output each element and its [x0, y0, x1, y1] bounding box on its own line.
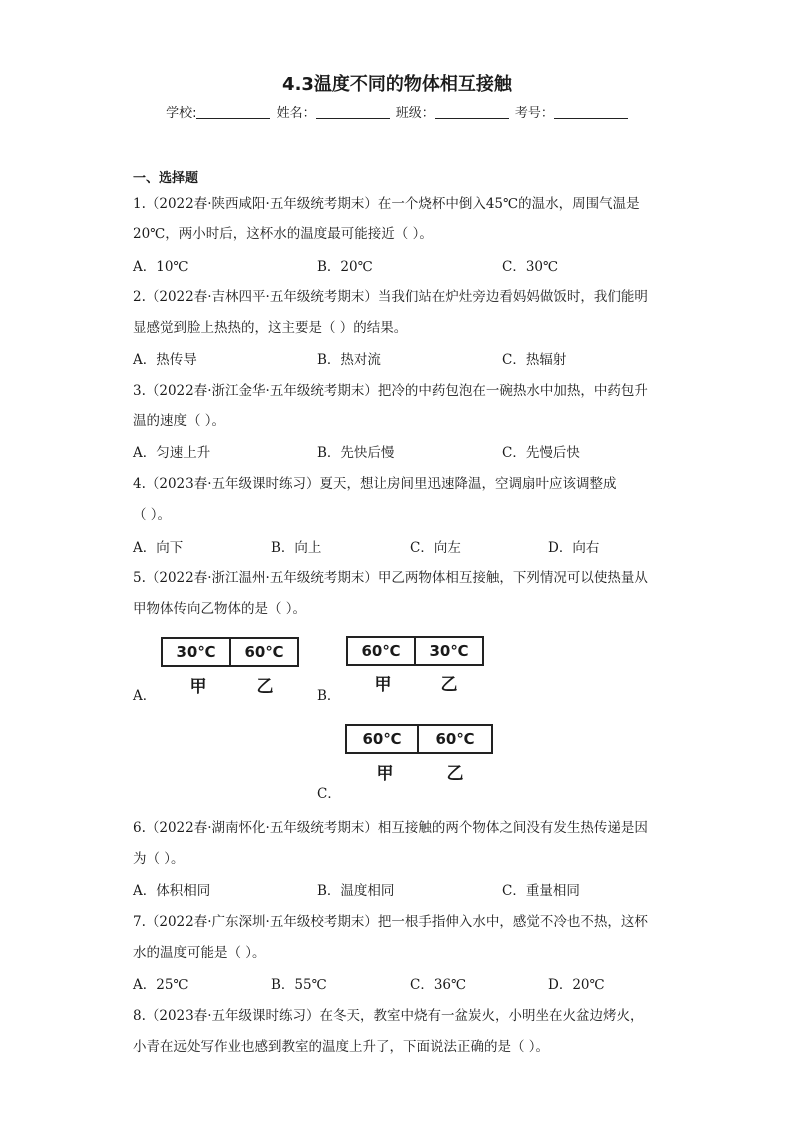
question-5-line-2: 甲物体传向乙物体的是（ ）。 [133, 601, 307, 617]
question-4-option-d[interactable]: D．向右 [548, 540, 600, 556]
question-6-line-2: 为（ ）。 [133, 851, 185, 867]
question-6-option-b[interactable]: B．温度相同 [317, 883, 395, 899]
diagram-b-right-temp: 30℃ [414, 638, 482, 664]
diagram-b-left-label: 甲 [374, 675, 392, 695]
question-6-option-c[interactable]: C．重量相同 [502, 883, 580, 899]
name-label: 姓名： [276, 106, 316, 121]
name-blank[interactable] [316, 106, 390, 119]
question-3-line-1: 3.（2022春·浙江金华·五年级统考期末）把冷的中药包泡在一碗热水中加热，中药包升 [133, 383, 648, 399]
question-7-option-c[interactable]: C．36℃ [410, 977, 467, 993]
question-7-line-2: 水的温度可能是（ ）。 [133, 945, 266, 961]
class-blank[interactable] [435, 106, 509, 119]
diagram-c-right-temp: 60℃ [417, 726, 491, 752]
diagram-a-right-label: 乙 [256, 677, 274, 697]
question-7-option-a[interactable]: A．25℃ [133, 977, 189, 993]
question-2-option-b[interactable]: B．热对流 [317, 352, 381, 368]
diagram-c-right-label: 乙 [446, 764, 464, 784]
class-label: 班级： [395, 106, 435, 121]
diagram-b-left-temp: 60℃ [361, 642, 401, 660]
question-4-option-a[interactable]: A．向下 [133, 540, 184, 556]
question-4-option-b[interactable]: B．向上 [271, 540, 322, 556]
page-title: 4.3温度不同的物体相互接触 [282, 74, 512, 95]
question-1-line-2: 20℃，两小时后，这杯水的温度最可能接近（ ）。 [133, 226, 433, 242]
question-5-option-a[interactable]: A． [133, 688, 157, 704]
question-5-option-b[interactable]: B． [317, 688, 341, 704]
question-1-option-b[interactable]: B．20℃ [317, 259, 373, 275]
question-6-line-1: 6.（2022春·湖南怀化·五年级统考期末）相互接触的两个物体之间没有发生热传递是因 [133, 820, 648, 836]
school-label: 学校: [166, 106, 197, 121]
question-2-line-2: 显感觉到脸上热热的，这主要是（ ）的结果。 [133, 320, 408, 336]
question-4-line-1: 4.（2023春·五年级课时练习）夏天，想让房间里迅速降温，空调扇叶应该调整成 [133, 476, 617, 492]
question-7-option-d[interactable]: D．20℃ [548, 977, 605, 993]
question-6-option-a[interactable]: A．体积相同 [133, 883, 211, 899]
question-4-line-2: （ ）。 [133, 507, 172, 523]
question-5-line-1: 5.（2022春·浙江温州·五年级统考期末）甲乙两物体相互接触，下列情况可以使热量从 [133, 570, 648, 586]
question-3-option-c[interactable]: C．先慢后快 [502, 445, 580, 461]
diagram-a-left-temp: 30℃ [176, 643, 216, 661]
question-3-option-a[interactable]: A．匀速上升 [133, 445, 211, 461]
question-5-option-c[interactable]: C． [317, 786, 341, 802]
question-7-line-1: 7.（2022春·广东深圳·五年级校考期末）把一根手指伸入水中，感觉不冷也不热，这杯 [133, 914, 648, 930]
diagram-b-right-label: 乙 [440, 675, 458, 695]
question-2-option-a[interactable]: A．热传导 [133, 352, 197, 368]
question-8-line-1: 8.（2023春·五年级课时练习）在冬天，教室中烧有一盆炭火，小明坐在火盆边烤火， [133, 1008, 644, 1024]
diagram-c-boxes [345, 724, 493, 754]
school-blank[interactable] [196, 106, 270, 119]
question-2-option-c[interactable]: C．热辐射 [502, 352, 567, 368]
question-2-line-1: 2.（2022春·吉林四平·五年级统考期末）当我们站在炉灶旁边看妈妈做饭时，我们能明 [133, 289, 648, 305]
question-7-option-b[interactable]: B．55℃ [271, 977, 327, 993]
exam-number-label: 考号： [514, 106, 554, 121]
question-3-option-b[interactable]: B．先快后慢 [317, 445, 395, 461]
question-8-line-2: 小青在远处写作业也感到教室的温度上升了，下面说法正确的是（ ）。 [133, 1039, 550, 1055]
diagram-b-boxes [346, 636, 484, 666]
diagram-a-left-label: 甲 [189, 677, 207, 697]
diagram-a-right-temp: 60℃ [229, 639, 297, 665]
question-4-option-c[interactable]: C．向左 [410, 540, 461, 556]
exam-number-blank[interactable] [554, 106, 628, 119]
question-1-option-c[interactable]: C．30℃ [502, 259, 559, 275]
question-3-line-2: 温的速度（ ）。 [133, 413, 226, 429]
student-info-row [0, 102, 794, 121]
diagram-c-left-temp: 60℃ [362, 730, 402, 748]
section-heading: 一、选择题 [133, 171, 199, 186]
question-1-option-a[interactable]: A．10℃ [133, 259, 189, 275]
diagram-c-left-label: 甲 [376, 764, 394, 784]
diagram-a-boxes [161, 637, 299, 667]
question-1-line-1: 1.（2022春·陕西咸阳·五年级统考期末）在一个烧杯中倒入45℃的温水，周围气温是 [133, 196, 640, 212]
